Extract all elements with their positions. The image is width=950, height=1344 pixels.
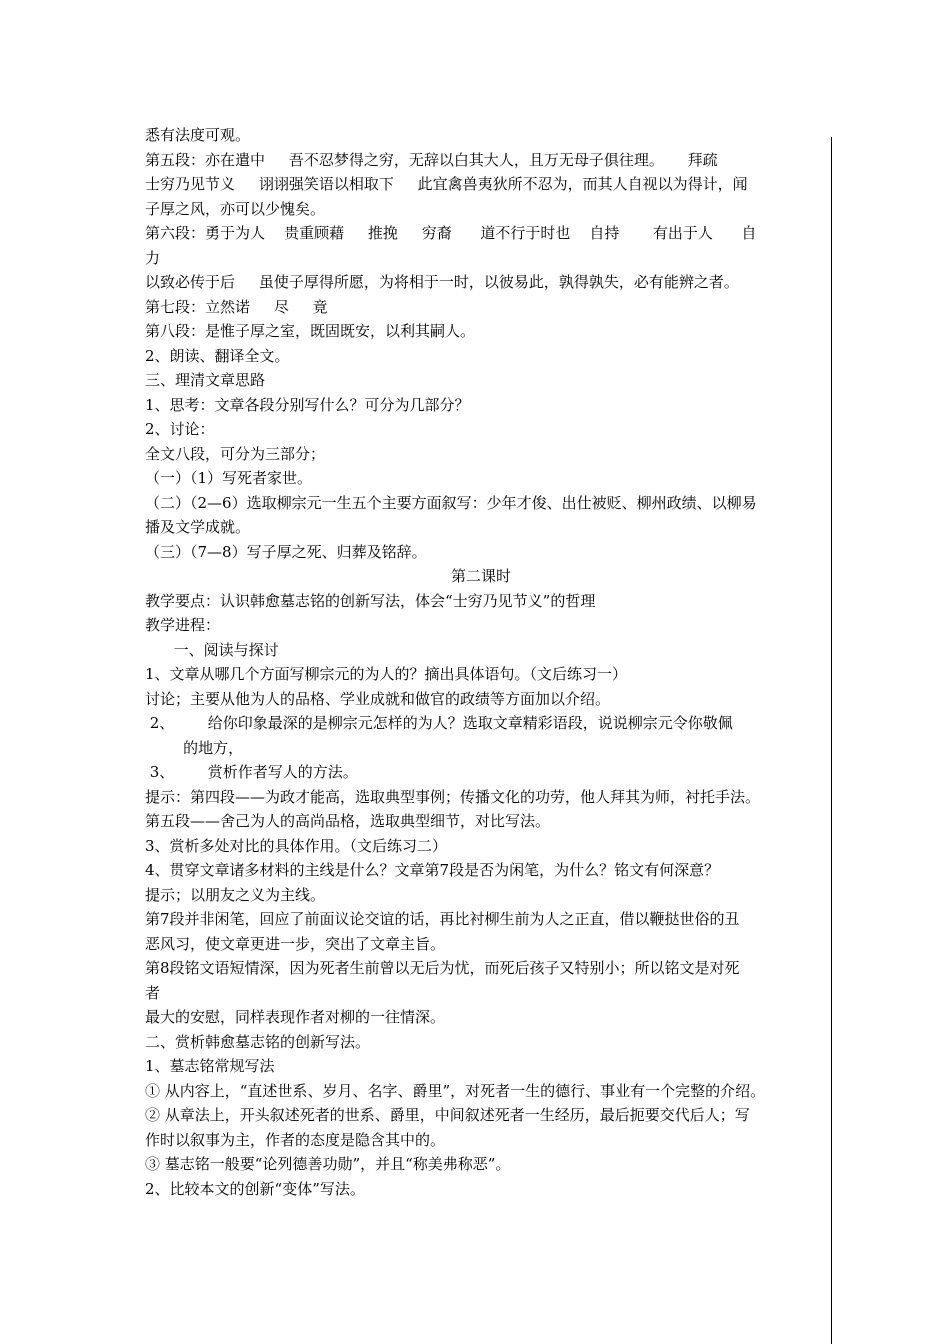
text-line: 第七段：立然诺 尽 竟: [145, 297, 328, 316]
text-line: 1、墓志铭常规写法: [145, 1057, 275, 1075]
text-line: 第8段铭文语短情深，因为死者生前曾以无后为忧，而死后孩子又特别小；所以铭文是对死: [145, 959, 740, 977]
text-line: 恶风习，使文章更进一步，突出了文章主旨。: [145, 934, 446, 953]
text-line: 1、思考：文章各段分别写什么？可分为几部分？: [145, 395, 470, 414]
text-line: 2、 给你印象最深的是柳宗元怎样的为人？选取文章精彩语段，说说柳宗元令你敬佩: [145, 714, 733, 732]
text-line: 悉有法度可观。: [145, 126, 251, 144]
text-line: 3、赏析多处对比的具体作用。（文后练习二）: [145, 836, 448, 855]
text-line: 提示；以朋友之义为主线。: [145, 885, 326, 904]
text-line: 4、贯穿文章诸多材料的主线是什么？文章第7段是否为闲笔，为什么？铭文有何深意？: [145, 861, 720, 879]
text-line: 讨论；主要从他为人的品格、学业成就和做官的政绩等方面加以介绍。: [145, 689, 611, 708]
text-line: 2、讨论：: [145, 420, 215, 438]
text-line: 1、文章从哪几个方面写柳宗元的为人的？摘出具体语句。（文后练习一）: [145, 665, 628, 683]
section-title: 第二课时: [450, 567, 511, 585]
text-line: 第八段：是惟子厚之室，既固既安，以利其嗣人。: [145, 322, 476, 340]
text-line: 者: [145, 983, 161, 1002]
text-line: 教学进程：: [145, 616, 221, 634]
text-line: ① 从内容上，“直述世系、岁月、名字、爵里”，对死者一生的德行、事业有一个完整的介绍。: [145, 1081, 766, 1100]
text-line: 2、朗读、翻译全文。: [145, 346, 290, 365]
text-line: 2、比较本文的创新“变体”写法。: [145, 1179, 365, 1198]
document-body: [145, 123, 817, 1201]
text-line: 力: [145, 248, 161, 267]
text-line: 3、 赏析作者写人的方法。: [145, 763, 358, 781]
text-line: 第7段并非闲笔，回应了前面议论交谊的话，再比衬柳生前为人之正直，借以鞭挞世俗的丑: [145, 910, 740, 928]
text-line: ③ 墓志铭一般要“论列德善功勋”，并且“称美弗称恶”。: [145, 1155, 511, 1173]
text-line: 提示：第四段——为政才能高，选取典型事例；传播文化的功劳，他人拜其为师，衬托手法。: [145, 787, 761, 806]
margin-rule: [831, 137, 832, 1344]
text-line: 士穷乃见节义 诩诩强笑语以相取下 此宜禽兽夷狄所不忍为，而其人自视以为得计，闻: [145, 175, 748, 193]
text-line: 三、理清文章思路: [145, 371, 266, 389]
text-line: 第五段——舍己为人的高尚品格，选取典型细节，对比写法。: [145, 812, 551, 830]
text-line: 作时以叙事为主，作者的态度是隐含其中的。: [145, 1130, 446, 1149]
text-line: 播及文学成就。: [145, 518, 251, 536]
text-line: 最大的安慰，同样表现作者对柳的一往情深。: [145, 1008, 446, 1026]
text-line: 以致必传于后 虽使子厚得所愿，为将相于一时，以彼易此，孰得孰失，必有能辨之者。: [145, 273, 739, 291]
text-line: 的地方，: [145, 738, 244, 757]
text-line: 第五段：亦在遣中 吾不忍梦得之穷，无辞以白其大人，且万无母子俱往理。 拜疏: [145, 150, 718, 169]
text-line: 子厚之风，亦可以少愧矣。: [145, 199, 326, 218]
text-line: （一）（1）写死者家世。: [145, 469, 313, 487]
text-line: 二、赏析韩愈墓志铭的创新写法。: [145, 1032, 371, 1051]
text-line: 一、阅读与探讨: [145, 640, 279, 659]
text-line: （二）（2—6）选取柳宗元一生五个主要方面叙写：少年才俊、出仕被贬、柳州政绩、以柳易: [145, 493, 757, 512]
text-line: 第六段：勇于为人 贵重顾藉 推挽 穷裔 道不行于时也 自持 有出于人 自: [145, 224, 757, 242]
text-line: （三）（7—8）写子厚之死、归葬及铭辞。: [145, 542, 427, 561]
text-line: 全文八段，可分为三部分；: [145, 444, 326, 463]
text-line: 教学要点：认识韩愈墓志铭的创新写法，体会“士穷乃见节义”的哲理: [145, 591, 596, 610]
text-line: ② 从章法上，开头叙述死者的世系、爵里，中间叙述死者一生经历，最后扼要交代后人；写: [145, 1106, 750, 1124]
